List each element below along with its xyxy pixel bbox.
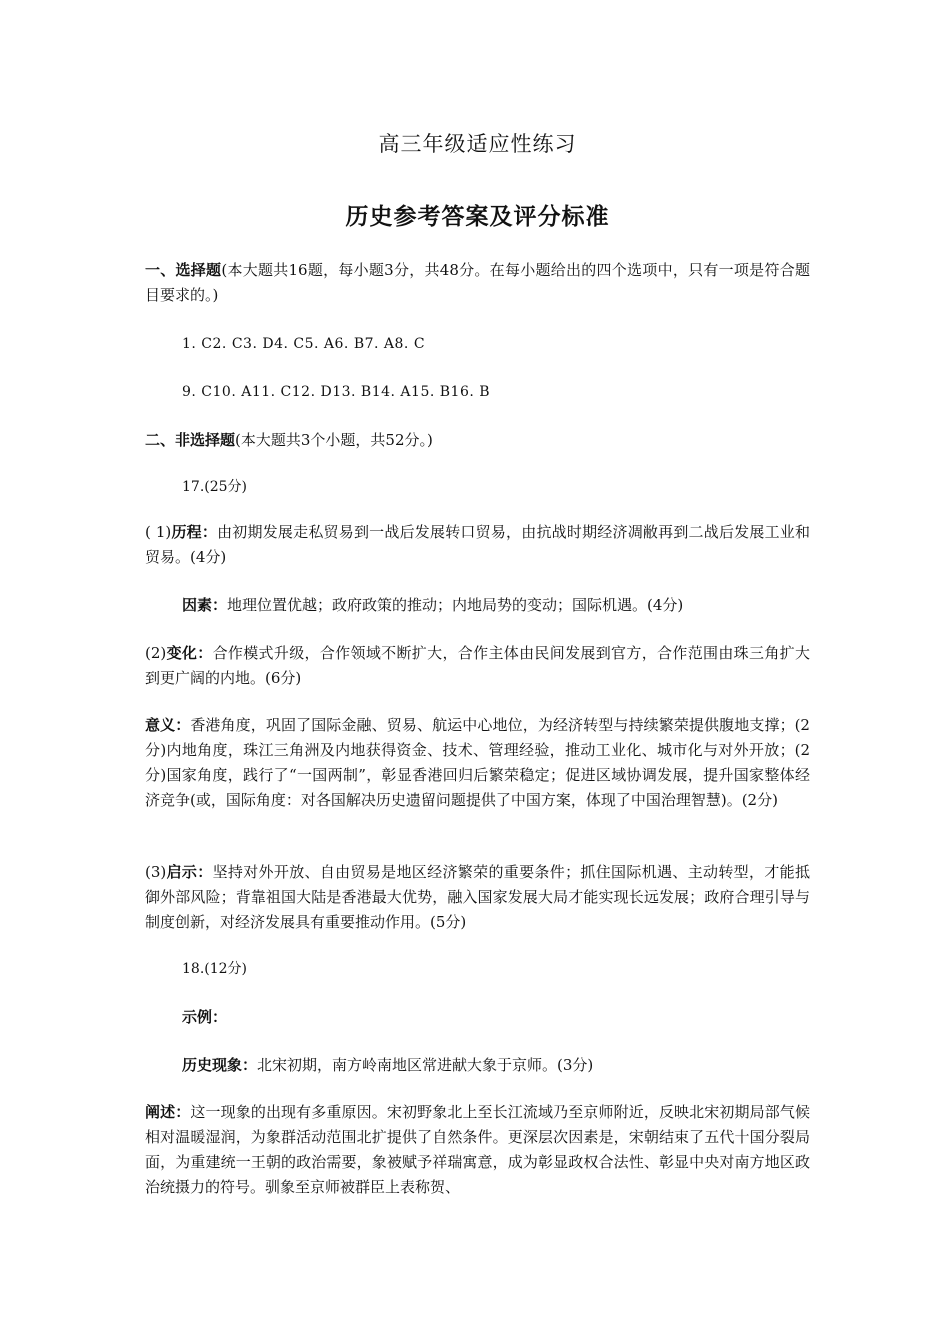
q18-phenomenon-text: 北宋初期，南方岭南地区常进献大象于京师。(3分) [257, 1056, 594, 1074]
section1-note: (本大题共16题，每小题3分，共48分。在每小题给出的四个选项中，只有一项是符合题目要求的。) [145, 261, 810, 304]
q17-part2-changes [145, 641, 810, 691]
q17-part1-text: 由初期发展走私贸易到一战后发展转口贸易，由抗战时期经济凋敝再到二战后发展工业和贸易。(4分) [145, 523, 810, 566]
question-17-number: 17.(25分) [182, 479, 248, 495]
q17-significance [145, 713, 810, 813]
question-18-number: 18.(12分) [182, 961, 248, 977]
section2-heading: 二、非选择题 [145, 431, 236, 449]
q18-example [145, 1005, 810, 1030]
q18-elaboration [145, 1100, 810, 1200]
q17-part3-label: 启示： [166, 863, 213, 881]
section1-heading: 一、选择题 [145, 261, 222, 279]
q17-part1-label: 历程： [171, 523, 218, 541]
section2-header [145, 428, 810, 453]
q18-phenomenon-label: 历史现象： [182, 1056, 258, 1074]
q17-part2-text: 合作模式升级，合作领域不断扩大，合作主体由民间发展到官方，合作范围由珠三角扩大到更广阔的内地。(6分) [145, 644, 810, 687]
q17-factors-text: 地理位置优越；政府政策的推动；内地局势的变动；国际机遇。(4分) [227, 596, 684, 614]
q18-example-label: 示例： [182, 1008, 228, 1026]
q17-factors-label: 因素： [182, 596, 228, 614]
answers-row-2: 9. C10. A11. C12. D13. B14. A15. B16. B [182, 384, 491, 400]
document-title: 高三年级适应性练习 [378, 132, 577, 156]
section1-header [145, 258, 810, 308]
q18-elaboration-label: 阐述： [145, 1103, 191, 1121]
q17-significance-label: 意义： [145, 716, 191, 734]
section2-note: (本大题共3个小题，共52分。) [235, 431, 433, 449]
q18-phenomenon [145, 1053, 810, 1078]
q17-part2-prefix: (2) [145, 644, 167, 662]
q17-significance-text: 香港角度，巩固了国际金融、贸易、航运中心地位，为经济转型与持续繁荣提供腹地支撑；(2分)内地角度，珠江三角洲及内地获得资金、技术、管理经验，推动工业化、城市化与对外开放；(2分)国家角度，践行了“一国两制”，彰显香港回归后繁荣稳定；促进区域协调发展，提升国家整体经济竞争(或，国际角度：对各国解决历史遗留问题提供了中国方案，体现了中国治理智慧)。(2分) [145, 716, 810, 809]
q17-factors [145, 593, 810, 618]
q18-elaboration-text: 这一现象的出现有多重原因。宋初野象北上至长江流域乃至京师附近，反映北宋初期局部气候相对温暖湿润，为象群活动范围北扩提供了自然条件。更深层次因素是，宋朝结束了五代十国分裂局面，为重建统一王朝的政治需要，象被赋予祥瑞寓意，成为彰显政权合法性、彰显中央对南方地区政治统摄力的符号。驯象至京师被群臣上表称贺、 [145, 1103, 810, 1196]
q17-part3-insights [145, 860, 810, 935]
q17-part3-prefix: (3) [145, 863, 167, 881]
answers-row-1: 1. C2. C3. D4. C5. A6. B7. A8. C [182, 336, 426, 352]
document-subtitle: 历史参考答案及评分标准 [345, 204, 610, 230]
q17-part3-text: 坚持对外开放、自由贸易是地区经济繁荣的重要条件；抓住国际机遇、主动转型，才能抵御外部风险；背靠祖国大陆是香港最大优势，融入国家发展大局才能实现长远发展；政府合理引导与制度创新，对经济发展具有重要推动作用。(5分) [145, 863, 810, 931]
q17-part1-history [145, 520, 810, 570]
q17-part2-label: 变化： [166, 644, 213, 662]
q17-part1-prefix: ( 1) [145, 523, 172, 541]
